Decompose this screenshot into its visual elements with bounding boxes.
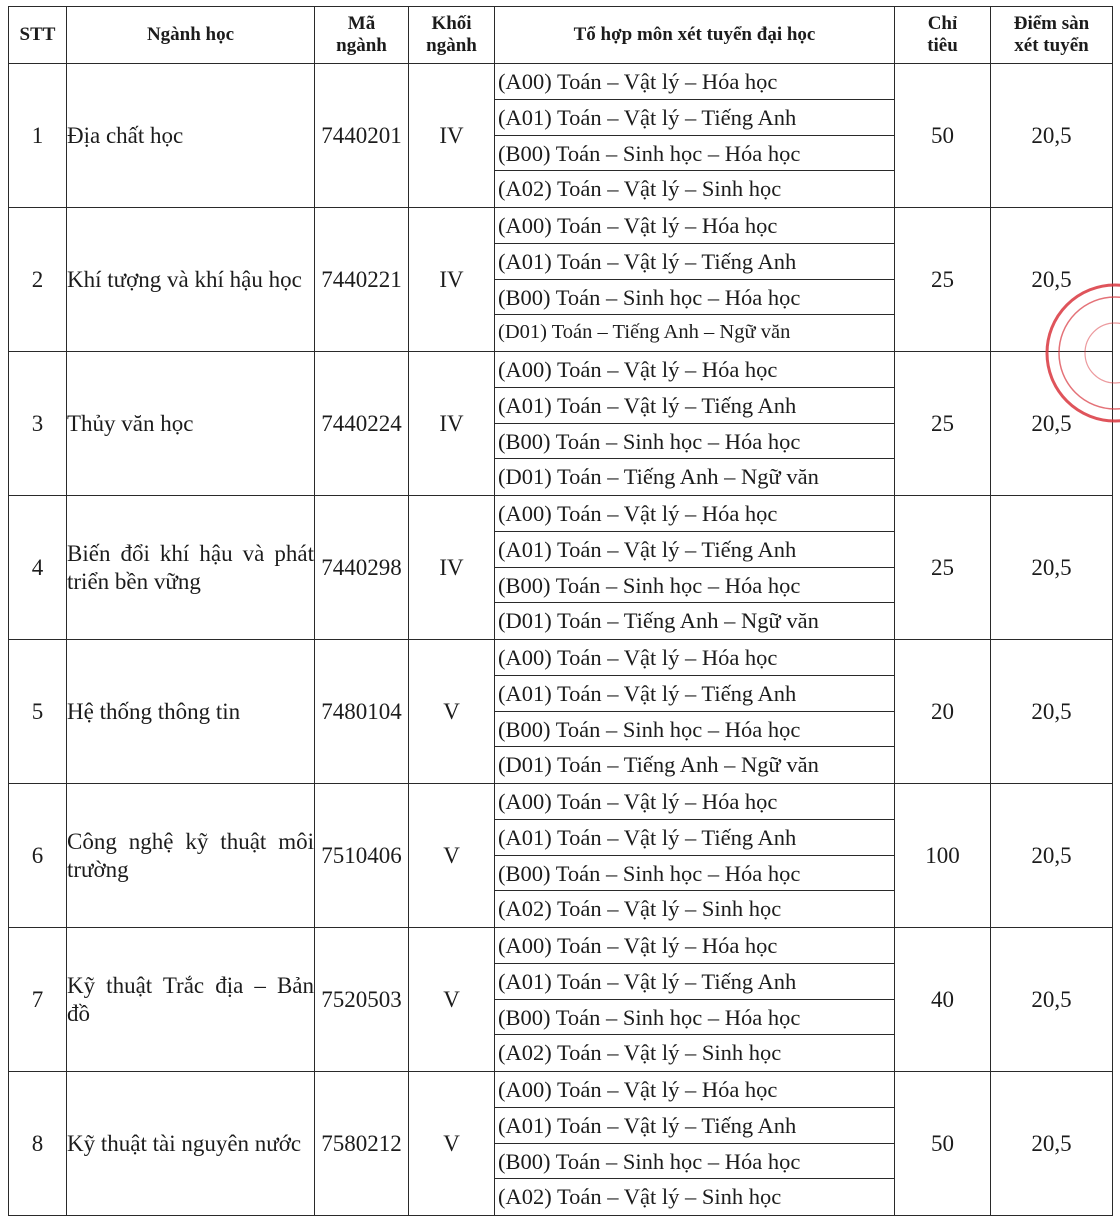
row-khoi: V [409,928,495,1072]
combo-item: (B00) Toán – Sinh học – Hóa học [495,568,894,604]
header-code: Mã ngành [315,7,409,64]
row-stt: 7 [9,928,67,1072]
row-score: 20,5 [991,208,1113,352]
row-major: Hệ thống thông tin [67,640,315,784]
combo-item: (A01) Toán – Vật lý – Tiếng Anh [495,532,894,568]
row-quota: 25 [895,208,991,352]
row-combos [495,208,895,352]
row-score: 20,5 [991,928,1113,1072]
row-major: Kỹ thuật tài nguyên nước [67,1072,315,1216]
table-row [9,496,1113,640]
row-combos [495,64,895,208]
combo-item: (B00) Toán – Sinh học – Hóa học [495,712,894,748]
row-score: 20,5 [991,352,1113,496]
row-stt: 2 [9,208,67,352]
row-combos [495,784,895,928]
row-khoi: V [409,640,495,784]
combo-item: (A00) Toán – Vật lý – Hóa học [495,640,894,676]
combo-item: (A00) Toán – Vật lý – Hóa học [495,352,894,388]
combo-item: (A02) Toán – Vật lý – Sinh học [498,176,782,202]
combo-item: (A01) Toán – Vật lý – Tiếng Anh [495,820,894,856]
combo-item: (A00) Toán – Vật lý – Hóa học [495,64,894,100]
combo-item: (B00) Toán – Sinh học – Hóa học [495,1144,894,1180]
table-body [9,64,1113,1216]
row-khoi: IV [409,64,495,208]
row-combos [495,1072,895,1216]
row-score: 20,5 [991,1072,1113,1216]
row-major: Địa chất học [67,64,315,208]
combo-item: (A01) Toán – Vật lý – Tiếng Anh [495,1108,894,1144]
row-combos [495,640,895,784]
combo-item: (A01) Toán – Vật lý – Tiếng Anh [495,676,894,712]
combo-item: (B00) Toán – Sinh học – Hóa học [495,424,894,460]
row-combos [495,352,895,496]
row-khoi: V [409,1072,495,1216]
table-row [9,352,1113,496]
row-quota: 50 [895,1072,991,1216]
combo-item: (A01) Toán – Vật lý – Tiếng Anh [495,100,894,136]
row-quota: 25 [895,496,991,640]
combo-item: (D01) Toán – Tiếng Anh – Ngữ văn [498,608,819,634]
table-row [9,64,1113,208]
row-score: 20,5 [991,784,1113,928]
row-major: Khí tượng và khí hậu học [67,208,315,352]
row-quota: 100 [895,784,991,928]
row-code: 7440224 [315,352,409,496]
row-score: 20,5 [991,64,1113,208]
combo-item: (A02) Toán – Vật lý – Sinh học [498,1040,782,1066]
row-score: 20,5 [991,496,1113,640]
row-khoi: IV [409,496,495,640]
row-stt: 4 [9,496,67,640]
admission-table [8,6,1113,1216]
row-code: 7580212 [315,1072,409,1216]
row-code: 7480104 [315,640,409,784]
combo-item: (D01) Toán – Tiếng Anh – Ngữ văn [498,321,791,344]
header-score: Điểm sàn xét tuyển [991,7,1113,64]
row-stt: 1 [9,64,67,208]
header-major: Ngành học [67,7,315,64]
combo-item: (A00) Toán – Vật lý – Hóa học [495,928,894,964]
row-khoi: IV [409,352,495,496]
row-combos [495,496,895,640]
combo-item: (A01) Toán – Vật lý – Tiếng Anh [495,244,894,280]
combo-item: (A00) Toán – Vật lý – Hóa học [495,784,894,820]
header-khoi: Khối ngành [409,7,495,64]
header-combos: Tổ hợp môn xét tuyển đại học [495,7,895,64]
table-row [9,640,1113,784]
table-row [9,1072,1113,1216]
row-score: 20,5 [991,640,1113,784]
row-code: 7440298 [315,496,409,640]
combo-item: (A02) Toán – Vật lý – Sinh học [498,896,782,922]
combo-item: (D01) Toán – Tiếng Anh – Ngữ văn [498,464,819,490]
combo-item: (A00) Toán – Vật lý – Hóa học [495,496,894,532]
combo-item: (A00) Toán – Vật lý – Hóa học [495,208,894,244]
header-quota: Chỉ tiêu [895,7,991,64]
row-combos [495,928,895,1072]
row-quota: 40 [895,928,991,1072]
row-stt: 5 [9,640,67,784]
header-row [9,7,1113,64]
row-code: 7440221 [315,208,409,352]
combo-item: (D01) Toán – Tiếng Anh – Ngữ văn [498,752,819,778]
row-stt: 3 [9,352,67,496]
combo-item: (B00) Toán – Sinh học – Hóa học [495,136,894,172]
row-code: 7510406 [315,784,409,928]
combo-item: (A01) Toán – Vật lý – Tiếng Anh [495,388,894,424]
combo-item: (A02) Toán – Vật lý – Sinh học [498,1184,782,1210]
row-quota: 50 [895,64,991,208]
row-major: Kỹ thuật Trắc địa – Bản đồ [67,928,315,1072]
row-code: 7520503 [315,928,409,1072]
row-code: 7440201 [315,64,409,208]
table-row [9,208,1113,352]
row-major: Biến đổi khí hậu và phát triển bền vững [67,496,315,640]
header-stt: STT [9,7,67,64]
table-row [9,928,1113,1072]
row-major: Công nghệ kỹ thuật môi trường [67,784,315,928]
combo-item: (B00) Toán – Sinh học – Hóa học [495,280,894,316]
row-khoi: IV [409,208,495,352]
table-row [9,784,1113,928]
combo-item: (B00) Toán – Sinh học – Hóa học [495,1000,894,1036]
row-quota: 25 [895,352,991,496]
combo-item: (A01) Toán – Vật lý – Tiếng Anh [495,964,894,1000]
row-khoi: V [409,784,495,928]
combo-item: (B00) Toán – Sinh học – Hóa học [495,856,894,892]
combo-item: (A00) Toán – Vật lý – Hóa học [495,1072,894,1108]
row-quota: 20 [895,640,991,784]
row-stt: 8 [9,1072,67,1216]
row-stt: 6 [9,784,67,928]
row-major: Thủy văn học [67,352,315,496]
